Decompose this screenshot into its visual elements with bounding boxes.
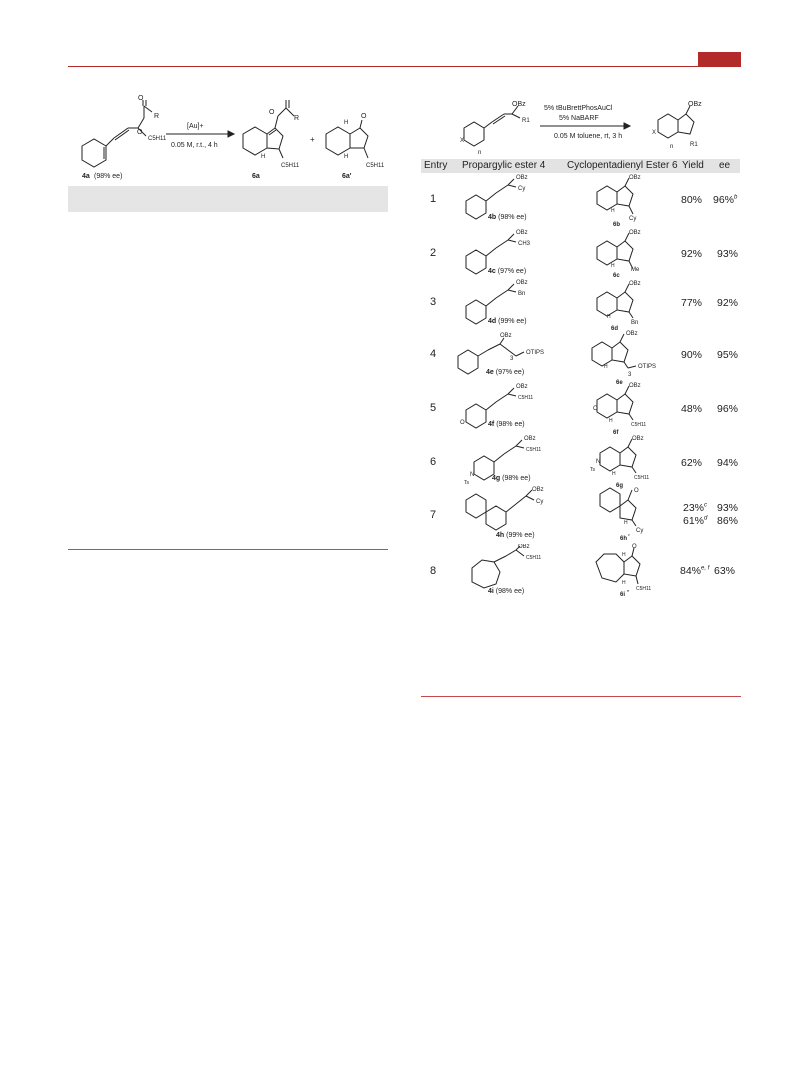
reactant-label: 4i (98% ee) [488, 588, 525, 595]
ee-value: 92% [717, 297, 739, 309]
svg-text:H: H [622, 580, 626, 586]
table-row-entry: 8 [430, 565, 437, 577]
svg-text:Ts: Ts [464, 480, 469, 486]
table-row-entry: 7 [430, 509, 437, 521]
right-reaction-scheme [458, 96, 728, 156]
yield-value-2: 61%$^d$ [683, 515, 708, 527]
svg-text:Bn: Bn [518, 291, 526, 297]
svg-text:H: H [604, 364, 608, 370]
table-row-entry: 6 [430, 456, 437, 468]
svg-text:N: N [596, 459, 601, 465]
svg-text:+: + [310, 135, 315, 144]
svg-text:OBz: OBz [629, 175, 641, 181]
svg-text:H: H [344, 120, 349, 126]
svg-text:O: O [361, 113, 367, 120]
product-structure [598, 484, 658, 544]
product-structure [592, 542, 657, 598]
svg-text:OTIPS: OTIPS [526, 350, 545, 356]
ee-value: 63% [714, 565, 736, 577]
product-structure [593, 380, 663, 436]
product-structure [593, 227, 653, 283]
svg-text:OBz: OBz [512, 101, 526, 108]
ee-value: 95% [717, 349, 739, 361]
table-row-entry: 1 [430, 193, 437, 205]
svg-text:Bn: Bn [631, 320, 639, 326]
reactant-label: 4e (97% ee) [486, 369, 525, 376]
svg-text:H: H [611, 208, 615, 214]
svg-text:C5H11: C5H11 [281, 163, 300, 169]
svg-text:Me: Me [631, 267, 640, 273]
header-yield: Yield [682, 160, 704, 171]
yield-value: 48% [681, 403, 703, 415]
svg-text:c: c [628, 532, 630, 537]
header-ee: ee [719, 160, 731, 171]
svg-text:6a': 6a' [342, 173, 352, 180]
svg-text:n: n [478, 150, 482, 156]
svg-text:3: 3 [628, 372, 632, 378]
svg-text:H: H [607, 314, 611, 320]
svg-text:4a: 4a [82, 173, 90, 180]
header-reactant: Propargylic ester 4 [462, 160, 546, 171]
svg-text:6c: 6c [613, 273, 620, 279]
svg-text:C5H11: C5H11 [526, 447, 542, 453]
svg-text:OBz: OBz [518, 544, 530, 550]
left-column-rule [68, 549, 388, 550]
svg-text:C5H11: C5H11 [366, 163, 385, 169]
svg-text:R1: R1 [522, 118, 530, 124]
product-structure [593, 172, 653, 228]
reactant-label: 4g (98% ee) [492, 475, 531, 482]
svg-text:C5H11: C5H11 [518, 395, 534, 401]
svg-text:CH3: CH3 [518, 241, 531, 247]
header-accent-tab [698, 52, 741, 66]
header-product: Cyclopentadienyl Ester 6 [567, 160, 678, 171]
svg-text:O: O [632, 544, 637, 550]
svg-text:OBz: OBz [524, 436, 536, 442]
svg-text:OBz: OBz [688, 101, 702, 108]
svg-text:Cy: Cy [629, 216, 637, 222]
svg-text:OBz: OBz [516, 230, 528, 236]
svg-text:O: O [634, 488, 639, 494]
svg-text:O: O [269, 109, 275, 116]
svg-text:H: H [261, 154, 266, 160]
reactant-label: 4b (98% ee) [488, 214, 527, 221]
svg-text:H: H [612, 471, 616, 477]
svg-text:6f: 6f [613, 430, 619, 436]
svg-text:OBz: OBz [516, 175, 528, 181]
svg-text:O: O [138, 95, 144, 102]
svg-text:OBz: OBz [516, 384, 528, 390]
reactant-label: 4d (99% ee) [488, 318, 527, 325]
svg-text:R1: R1 [690, 142, 698, 148]
svg-text:0.05 M toluene, rt, 3 h: 0.05 M toluene, rt, 3 h [554, 133, 623, 140]
svg-text:e: e [627, 588, 630, 593]
product-structure [590, 433, 665, 489]
svg-text:n: n [670, 144, 674, 150]
svg-text:H: H [344, 154, 349, 160]
svg-text:H: H [622, 552, 626, 558]
yield-value: 62% [681, 457, 703, 469]
ee-value: 96% [717, 403, 739, 415]
svg-text:OBz: OBz [629, 281, 641, 287]
svg-text:OBz: OBz [629, 230, 641, 236]
svg-text:X: X [652, 130, 657, 136]
yield-value: 77% [681, 297, 703, 309]
svg-text:C5H11: C5H11 [526, 555, 542, 561]
reactant-label: 4f (98% ee) [488, 421, 525, 428]
svg-text:R: R [154, 113, 160, 120]
table-row-entry: 3 [430, 296, 437, 308]
yield-value: 92% [681, 248, 703, 260]
svg-text:H: H [609, 418, 613, 424]
svg-text:OBz: OBz [629, 383, 641, 389]
left-reaction-scheme [68, 92, 398, 182]
yield-value: 23%$^c$ [683, 502, 708, 514]
svg-text:6a: 6a [252, 173, 260, 180]
svg-text:6b: 6b [613, 222, 621, 228]
table-row-entry: 2 [430, 247, 437, 259]
ee-value: 93% [717, 502, 739, 514]
svg-text:Ts: Ts [590, 467, 595, 473]
svg-text:O: O [460, 420, 465, 426]
svg-text:X: X [460, 138, 465, 144]
svg-text:5% tBuBrettPhosAuCl: 5% tBuBrettPhosAuCl [544, 105, 613, 112]
right-column-rule [421, 696, 741, 697]
svg-text:6h: 6h [620, 536, 628, 542]
svg-text:OBz: OBz [532, 487, 544, 493]
reactant-label: 4c (97% ee) [488, 268, 527, 275]
table-row-entry: 5 [430, 402, 437, 414]
svg-text:O: O [593, 406, 598, 412]
ee-value: 94% [717, 457, 739, 469]
svg-text:OBz: OBz [626, 331, 638, 337]
svg-text:O: O [137, 129, 143, 136]
svg-text:C5H11: C5H11 [636, 586, 652, 592]
svg-text:6e: 6e [616, 380, 623, 386]
svg-text:R: R [294, 115, 300, 122]
svg-text:0.05 M, r.t., 4 h: 0.05 M, r.t., 4 h [171, 142, 218, 149]
svg-text:OBz: OBz [500, 333, 512, 339]
svg-text:6i: 6i [620, 592, 626, 598]
header-entry: Entry [424, 160, 448, 171]
reactant-label: 4h (99% ee) [496, 532, 535, 539]
svg-text:C5H11: C5H11 [631, 422, 647, 428]
product-structure [588, 328, 668, 386]
ee-value-2: 86% [717, 515, 739, 527]
svg-text:Cy: Cy [636, 528, 644, 534]
caption-band [68, 186, 388, 212]
ee-value: 96%$^b$ [713, 194, 738, 206]
svg-text:H: H [611, 263, 615, 269]
svg-text:[Au]+: [Au]+ [187, 123, 204, 130]
svg-text:3: 3 [510, 356, 514, 362]
svg-text:Cy: Cy [518, 186, 526, 192]
svg-text:C5H11: C5H11 [148, 136, 167, 142]
svg-text:Cy: Cy [536, 499, 544, 505]
svg-text:OBz: OBz [632, 436, 644, 442]
svg-text:6g: 6g [616, 483, 624, 489]
yield-value: 80% [681, 194, 703, 206]
yield-value: 84%$^{e, f}$ [680, 565, 710, 577]
svg-text:5% NaBARF: 5% NaBARF [559, 115, 599, 122]
product-structure [593, 278, 653, 334]
svg-text:N: N [470, 472, 475, 478]
svg-text:H: H [624, 520, 628, 526]
yield-value: 90% [681, 349, 703, 361]
table-row-entry: 4 [430, 348, 437, 360]
svg-text:(98% ee): (98% ee) [94, 173, 123, 180]
ee-value: 93% [717, 248, 739, 260]
svg-text:OTIPS: OTIPS [638, 364, 657, 370]
svg-text:6d: 6d [611, 326, 619, 332]
svg-text:C5H11: C5H11 [634, 475, 650, 481]
header-rule [68, 66, 741, 67]
svg-text:OBz: OBz [516, 280, 528, 286]
